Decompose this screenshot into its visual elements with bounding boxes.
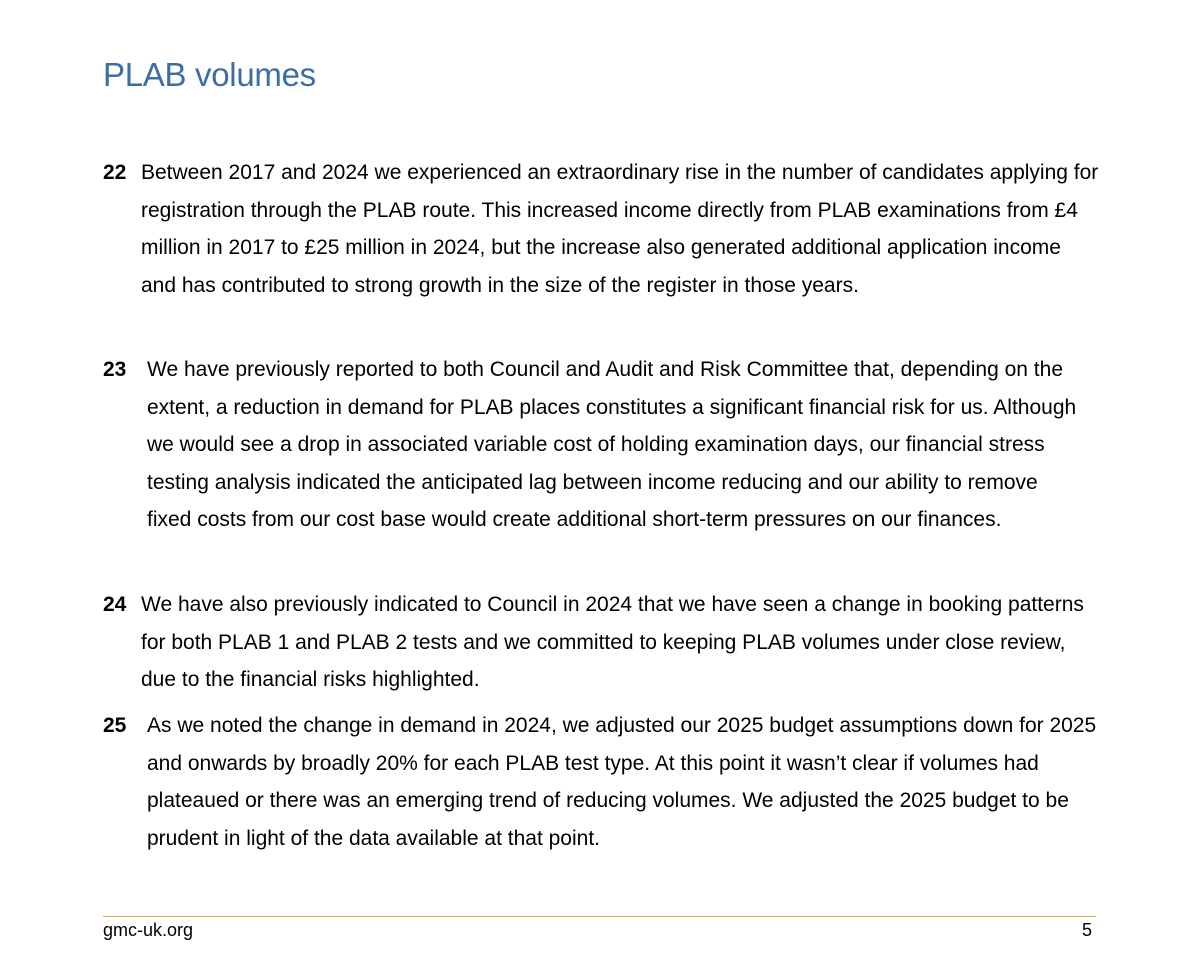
page-title: PLAB volumes [103, 56, 316, 93]
paragraph-25 [103, 707, 1103, 857]
paragraph-text: We have also previously indicated to Council in 2024 that we have seen a change in booking patterns for both PLAB 1 and PLAB 2 tests and we committed to keeping PLAB volumes under close review, due to the financial risks highlighted. [141, 593, 1084, 691]
footer-website-link[interactable]: gmc-uk.org [103, 920, 194, 940]
paragraph-text: As we noted the change in demand in 2024, we adjusted our 2025 budget assumptions down for 2025 and onwards by broadly 20% for each PLAB test type. At this point it wasn’t clear if volumes had plateaued or there was an emerging trend of reducing volumes. We adjusted the 2025 budget to be prudent in light of the data available at that point. [147, 714, 1097, 850]
paragraph-number: 24 [103, 593, 127, 616]
paragraph-number: 23 [103, 358, 127, 381]
paragraph-text: We have previously reported to both Council and Audit and Risk Committee that, depending on the extent, a reduction in demand for PLAB places constitutes a significant financial risk for us. Although we would see a drop in associated variable cost of holding examination days, our financial stress testing analysis indicated the anticipated lag between income reducing and our ability to remove fixed costs from our cost base would create additional short-term pressures on our finances. [147, 358, 1077, 531]
paragraph-23 [103, 351, 1103, 539]
paragraph-number: 22 [103, 161, 127, 184]
paragraph-24 [103, 586, 1103, 699]
paragraph-number: 25 [103, 714, 127, 737]
page-number: 5 [1081, 920, 1092, 940]
paragraph-22 [103, 154, 1103, 304]
paragraph-text: Between 2017 and 2024 we experienced an extraordinary rise in the number of candidates applying for registration through the PLAB route. This increased income directly from PLAB examinations from £4 million in 2017 to £25 million in 2024, but the increase also generated additional application income and has contributed to strong growth in the size of the register in those years. [141, 161, 1099, 297]
footer-divider [103, 916, 1096, 917]
